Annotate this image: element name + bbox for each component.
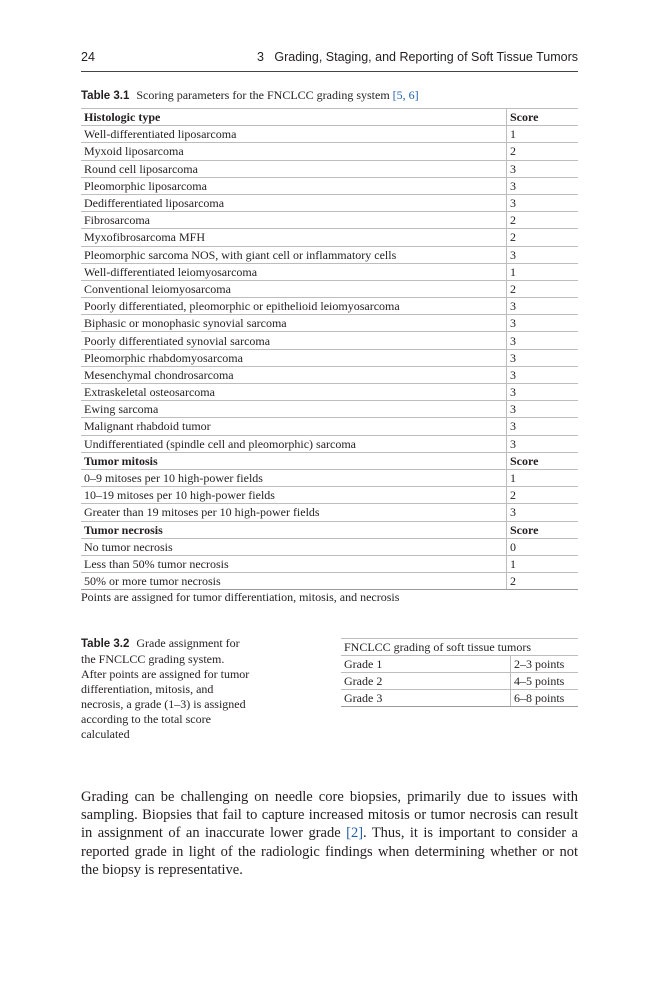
histologic-item-cell: 10–19 mitoses per 10 high-power fields	[81, 487, 507, 504]
score-cell: 1	[507, 555, 579, 572]
table-row	[81, 332, 578, 349]
points-cell: 6–8 points	[511, 690, 579, 707]
table-3-1-citation-link[interactable]: [5, 6]	[392, 88, 419, 102]
table-row	[81, 280, 578, 297]
table-row	[81, 126, 578, 143]
score-cell: 3	[507, 160, 579, 177]
histologic-item-cell: Pleomorphic liposarcoma	[81, 177, 507, 194]
table-3-2-caption	[81, 636, 251, 742]
score-cell: 3	[507, 246, 579, 263]
table-3-2-title: FNCLCC grading of soft tissue tumors	[341, 639, 578, 656]
page-number: 24	[81, 50, 95, 64]
histologic-item-cell: 50% or more tumor necrosis	[81, 573, 507, 590]
table-3-1	[81, 108, 578, 590]
table-row	[81, 504, 578, 521]
histologic-item-cell: Fibrosarcoma	[81, 212, 507, 229]
table-row	[81, 384, 578, 401]
score-cell: 3	[507, 332, 579, 349]
histologic-item-cell: Pleomorphic sarcoma NOS, with giant cell or inflammatory cells	[81, 246, 507, 263]
histologic-item-cell: Undifferentiated (spindle cell and pleomorphic) sarcoma	[81, 435, 507, 452]
table-row	[81, 418, 578, 435]
table-3-1-caption-text: Scoring parameters for the FNCLCC grading system	[136, 88, 390, 102]
table-header-row	[81, 521, 578, 538]
points-cell: 4–5 points	[511, 673, 579, 690]
table-3-2-label: Table 3.2	[81, 638, 130, 650]
histologic-item-cell: Myxofibrosarcoma MFH	[81, 229, 507, 246]
score-cell: 2	[507, 143, 579, 160]
grade-row	[341, 656, 578, 673]
histologic-item-cell: Biphasic or monophasic synovial sarcoma	[81, 315, 507, 332]
histologic-item-cell: Myxoid liposarcoma	[81, 143, 507, 160]
running-head-title: 3 Grading, Staging, and Reporting of Soft Tissue Tumors	[256, 50, 578, 64]
table-row	[81, 401, 578, 418]
histologic-item-cell: Conventional leiomyosarcoma	[81, 280, 507, 297]
score-cell: 2	[507, 280, 579, 297]
score-cell: 3	[507, 435, 579, 452]
table-row	[81, 229, 578, 246]
table-row	[81, 263, 578, 280]
table-3-1-caption	[81, 88, 419, 103]
table-header-row	[81, 109, 578, 126]
histologic-item-cell: 0–9 mitoses per 10 high-power fields	[81, 469, 507, 486]
table-3-1-label: Table 3.1	[81, 90, 130, 102]
score-cell: 3	[507, 315, 579, 332]
table-row	[81, 160, 578, 177]
table-row	[81, 194, 578, 211]
table-row	[81, 435, 578, 452]
score-cell: 3	[507, 418, 579, 435]
table-row	[81, 212, 578, 229]
table-row	[81, 555, 578, 572]
table-row	[81, 573, 578, 590]
histologic-item-cell: Round cell liposarcoma	[81, 160, 507, 177]
histologic-item-cell: Less than 50% tumor necrosis	[81, 555, 507, 572]
grade-cell: Grade 3	[341, 690, 511, 707]
histologic-item-cell: Poorly differentiated synovial sarcoma	[81, 332, 507, 349]
table-row	[81, 469, 578, 486]
table-row	[81, 487, 578, 504]
score-header-cell: Score	[507, 521, 579, 538]
body-text-part-1: Grading can be challenging on needle core biopsies, primarily due to issues with sampling. Biopsies that fail to capture increased mitosis or tumor necrosis can result in assignment of an inaccurate lower grade	[81, 789, 578, 842]
running-header	[81, 50, 578, 70]
section-header-cell: Tumor mitosis	[81, 452, 507, 469]
score-cell: 3	[507, 194, 579, 211]
score-cell: 3	[507, 349, 579, 366]
body-paragraph	[81, 788, 578, 879]
histologic-item-cell: Greater than 19 mitoses per 10 high-power fields	[81, 504, 507, 521]
table-3-2	[341, 638, 578, 707]
score-cell: 2	[507, 212, 579, 229]
table-row	[81, 315, 578, 332]
histologic-item-cell: Pleomorphic rhabdomyosarcoma	[81, 349, 507, 366]
score-cell: 3	[507, 384, 579, 401]
histologic-item-cell: Well-differentiated liposarcoma	[81, 126, 507, 143]
table-header-row	[81, 452, 578, 469]
table-row	[81, 298, 578, 315]
score-cell: 3	[507, 298, 579, 315]
score-cell: 0	[507, 538, 579, 555]
header-rule	[81, 71, 578, 72]
histologic-item-cell: Well-differentiated leiomyosarcoma	[81, 263, 507, 280]
section-header-cell: Tumor necrosis	[81, 521, 507, 538]
score-cell: 3	[507, 504, 579, 521]
score-cell: 3	[507, 401, 579, 418]
table-row	[81, 143, 578, 160]
histologic-item-cell: Ewing sarcoma	[81, 401, 507, 418]
score-cell: 3	[507, 177, 579, 194]
body-text-part-2: . Thus, it is important to consider a reported grade in light of the radiologic findings when determining whether or not the biopsy is representative.	[81, 825, 578, 878]
table-3-2-caption-text: Grade assignment for the FNCLCC grading system. After points are assigned for tumor differentiation, mitosis, and necrosis, a grade (1–3) is assigned according to the total score calculated	[81, 636, 250, 741]
score-cell: 3	[507, 366, 579, 383]
points-cell: 2–3 points	[511, 656, 579, 673]
table-row	[81, 246, 578, 263]
grade-row	[341, 690, 578, 707]
table-3-2-title-row	[341, 639, 578, 656]
score-cell: 1	[507, 469, 579, 486]
score-cell: 1	[507, 126, 579, 143]
score-header-cell: Score	[507, 452, 579, 469]
grade-row	[341, 673, 578, 690]
histologic-item-cell: Extraskeletal osteosarcoma	[81, 384, 507, 401]
score-cell: 1	[507, 263, 579, 280]
score-cell: 2	[507, 487, 579, 504]
histologic-item-cell: Mesenchymal chondrosarcoma	[81, 366, 507, 383]
table-3-1-footnote: Points are assigned for tumor differentiation, mitosis, and necrosis	[81, 590, 400, 604]
section-header-cell: Histologic type	[81, 109, 507, 126]
grade-cell: Grade 1	[341, 656, 511, 673]
table-row	[81, 538, 578, 555]
table-row	[81, 366, 578, 383]
citation-link[interactable]: [2]	[346, 825, 364, 842]
score-header-cell: Score	[507, 109, 579, 126]
histologic-item-cell: No tumor necrosis	[81, 538, 507, 555]
histologic-item-cell: Dedifferentiated liposarcoma	[81, 194, 507, 211]
histologic-item-cell: Malignant rhabdoid tumor	[81, 418, 507, 435]
score-cell: 2	[507, 229, 579, 246]
grade-cell: Grade 2	[341, 673, 511, 690]
score-cell: 2	[507, 573, 579, 590]
table-row	[81, 349, 578, 366]
histologic-item-cell: Poorly differentiated, pleomorphic or epithelioid leiomyosarcoma	[81, 298, 507, 315]
table-row	[81, 177, 578, 194]
